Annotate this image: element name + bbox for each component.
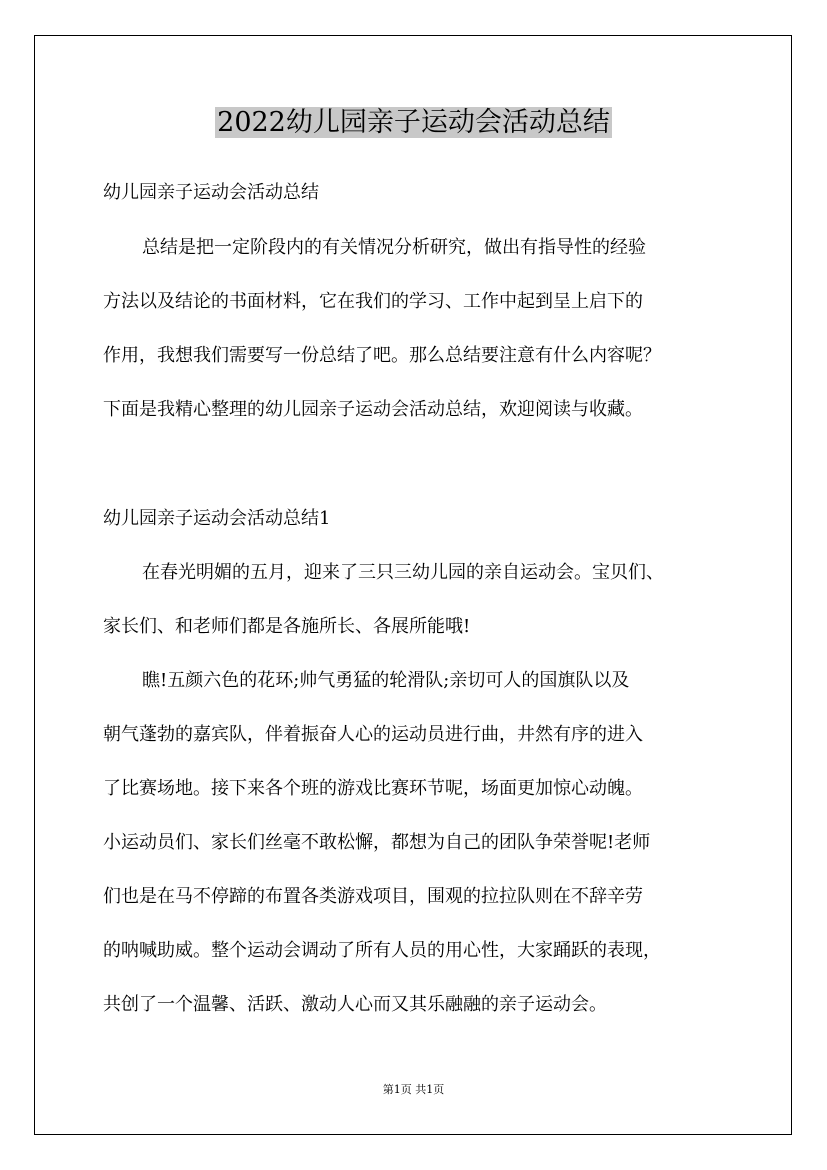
para2-line-7: 共创了一个温馨、活跃、激动人心而又其乐融融的亲子运动会。	[103, 994, 607, 1015]
page-number-footer: 第1页 共1页	[382, 1083, 445, 1096]
section-heading: 幼儿园亲子运动会活动总结1	[103, 508, 331, 529]
para2-line-6: 的呐喊助威。整个运动会调动了所有人员的用心性，大家踊跃的表现，	[103, 940, 661, 961]
para2-line-3: 了比赛场地。接下来各个班的游戏比赛环节呢，场面更加惊心动魄。	[103, 778, 643, 799]
intro-line-1: 总结是把一定阶段内的有关情况分析研究，做出有指导性的经验	[142, 237, 646, 258]
para1-line-2: 家长们、和老师们都是各施所长、各展所能哦!	[103, 616, 471, 637]
document-title	[0, 101, 827, 145]
intro-line-4: 下面是我精心整理的幼儿园亲子运动会活动总结，欢迎阅读与收藏。	[103, 399, 643, 420]
para2-line-4: 小运动员们、家长们丝毫不敢松懈，都想为自己的团队争荣誉呢!老师	[103, 832, 651, 853]
intro-line-2: 方法以及结论的书面材料，它在我们的学习、工作中起到呈上启下的	[103, 291, 643, 312]
para2-line-2: 朝气蓬勃的嘉宾队，伴着振奋人心的运动员进行曲，井然有序的进入	[103, 724, 643, 745]
document-title-text: 2022幼儿园亲子运动会活动总结	[217, 107, 610, 138]
para2-line-5: 们也是在马不停蹄的布置各类游戏项目，围观的拉拉队则在不辞辛劳	[103, 886, 643, 907]
intro-line-3: 作用，我想我们需要写一份总结了吧。那么总结要注意有什么内容呢？	[103, 345, 661, 366]
document-subtitle: 幼儿园亲子运动会活动总结	[103, 182, 319, 203]
para1-line-1: 在春光明媚的五月，迎来了三只三幼儿园的亲自运动会。宝贝们、	[142, 562, 664, 583]
para2-line-1: 瞧!五颜六色的花环;帅气勇猛的轮滑队;亲切可人的国旗队以及	[142, 670, 630, 691]
